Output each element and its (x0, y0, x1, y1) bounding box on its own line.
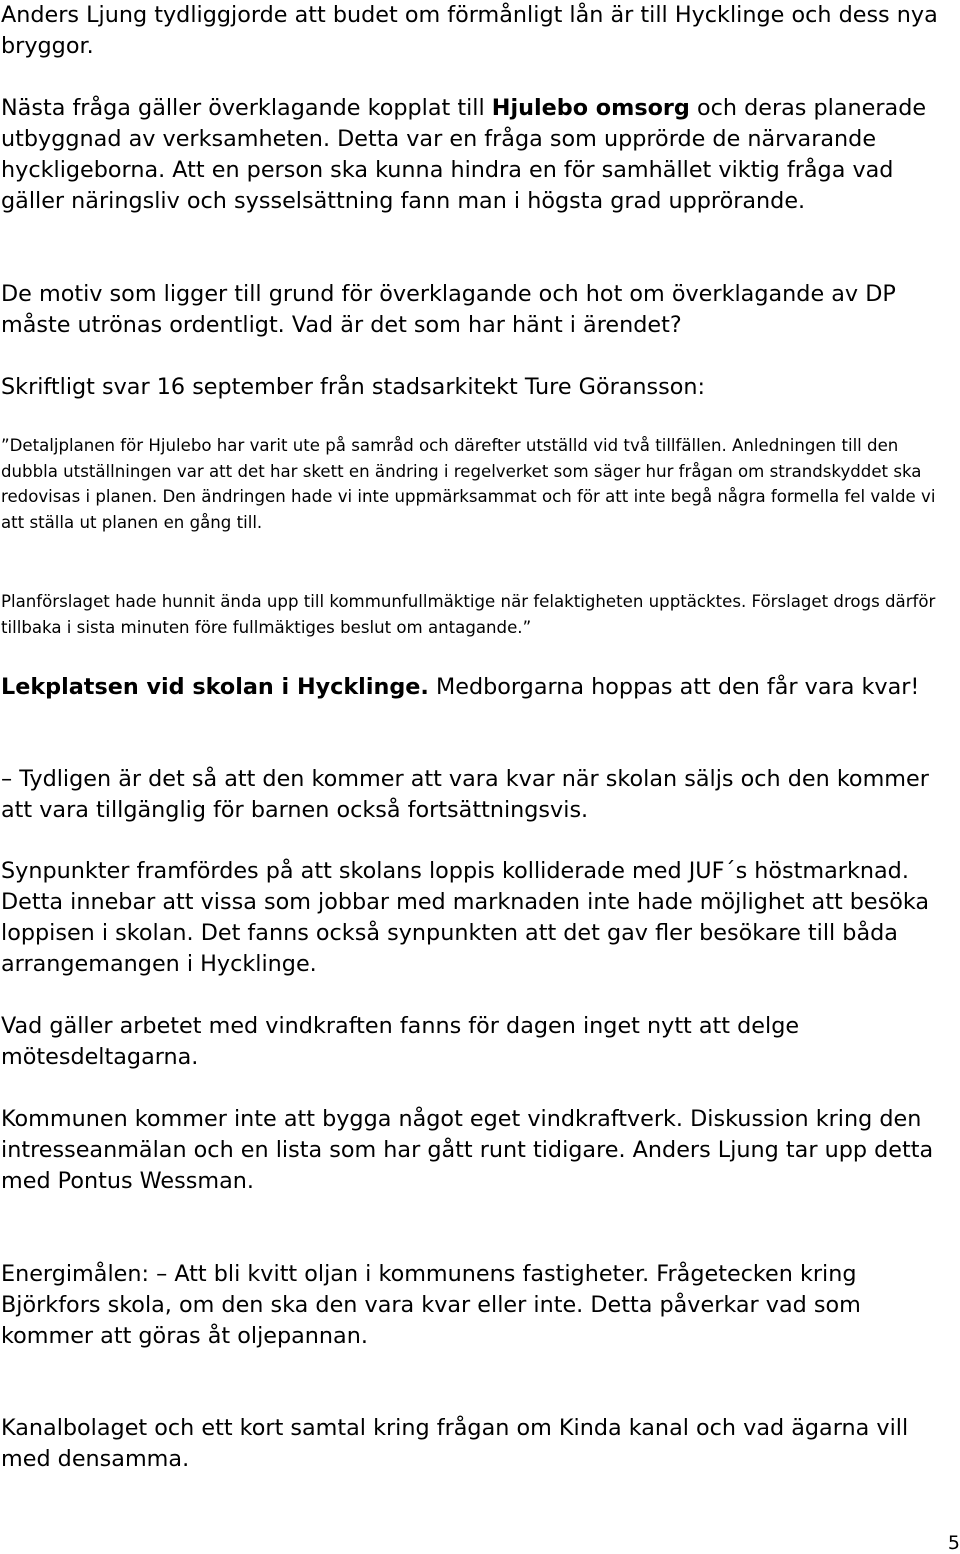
paragraph-municipality-wind (1, 1104, 956, 1197)
paragraph-text: De motiv som ligger till grund för överklagande och hot om överklagande av DP måste utrönas ordentligt. Vad är det som har hänt i ärendet? (1, 281, 896, 338)
paragraph-text: Medborgarna hoppas att den får vara kvar! (428, 674, 920, 700)
paragraph-text: Vad gäller arbetet med vindkraften fanns för dagen inget nytt att delge mötesdeltagarna. (1, 1013, 800, 1070)
paragraph-bid-loan (1, 0, 956, 62)
paragraph-text: Synpunkter framfördes på att skolans loppis kolliderade med JUF´s höstmarknad. Detta innebar att vissa som jobbar med marknaden inte hade möjlighet att besöka loppisen i skolan. Det fanns också synpunkten att det gav fler besökare till båda arrangemangen i Hycklinge. (1, 858, 930, 977)
quote-text: ”Detaljplanen för Hjulebo har varit ute på samråd och därefter utställd vid två tillfällen. Anledningen till den dubbla utställningen var att det har skett en ändring i regelverket som säger hur frågan om strandskyddet ska redovisas i planen. Den ändringen hade vi inte uppmärksammat och för att inte begå några formella fel valde vi att ställa ut planen en gång till. (1, 436, 936, 532)
quote-detail-plan (1, 433, 956, 535)
paragraph-wind-power (1, 1011, 956, 1073)
paragraph-text: Anders Ljung tydliggjorde att budet om förmånligt lån är till Hycklinge och dess nya bryggor. (1, 2, 938, 59)
paragraph-written-answer (1, 372, 956, 403)
paragraph-text: Kommunen kommer inte att bygga något eget vindkraftverk. Diskussion kring den intresseanmälan och en lista som har gått runt tidigare. Anders Ljung tar upp detta med Pontus Wessman. (1, 1106, 934, 1194)
paragraph-text: och deras planerade utbyggnad av verksamheten. Detta var en fråga som upprörde de närvarande hyckligeborna. Att en person ska kunna hindra en för samhället viktig fråga vad gäller näringsliv och sysselsättning fann man i högsta grad upprörande. (1, 95, 927, 214)
paragraph-playground (1, 672, 956, 703)
page-number: 5 (947, 1532, 960, 1554)
paragraph-text: Skriftligt svar 16 september från stadsarkitekt Ture Göransson: (1, 374, 706, 400)
paragraph-text: Kanalbolaget och ett kort samtal kring frågan om Kinda kanal och vad ägarna vill med densamma. (1, 1415, 909, 1472)
quote-text: Planförslaget hade hunnit ända upp till kommunfullmäktige när felaktigheten upptäcktes. Förslaget drogs därför tillbaka i sista minuten före fullmäktiges beslut om antagande.” (1, 592, 936, 637)
paragraph-text: Energimålen: – Att bli kvitt oljan i kommunens fastigheter. Frågetecken kring Björkfors skola, om den ska den vara kvar eller inte. Detta påverkar vad som kommer att göras åt oljepannan. (1, 1261, 861, 1349)
quote-plan-proposal (1, 589, 956, 640)
bold-term: Hjulebo omsorg (491, 95, 690, 121)
paragraph-text: – Tydligen är det så att den kommer att vara kvar när skolan säljs och den kommer att vara tillgänglig för barnen också fortsättningsvis. (1, 766, 929, 823)
paragraph-hjulebo-appeal (1, 93, 956, 217)
paragraph-flea-market (1, 856, 956, 980)
paragraph-playground-answer (1, 764, 956, 826)
paragraph-canal-company (1, 1413, 956, 1475)
paragraph-motives (1, 279, 956, 341)
paragraph-text: Nästa fråga gäller överklagande kopplat till (1, 95, 492, 121)
paragraph-energy-goals (1, 1259, 956, 1352)
section-heading: Lekplatsen vid skolan i Hycklinge. (1, 674, 429, 700)
